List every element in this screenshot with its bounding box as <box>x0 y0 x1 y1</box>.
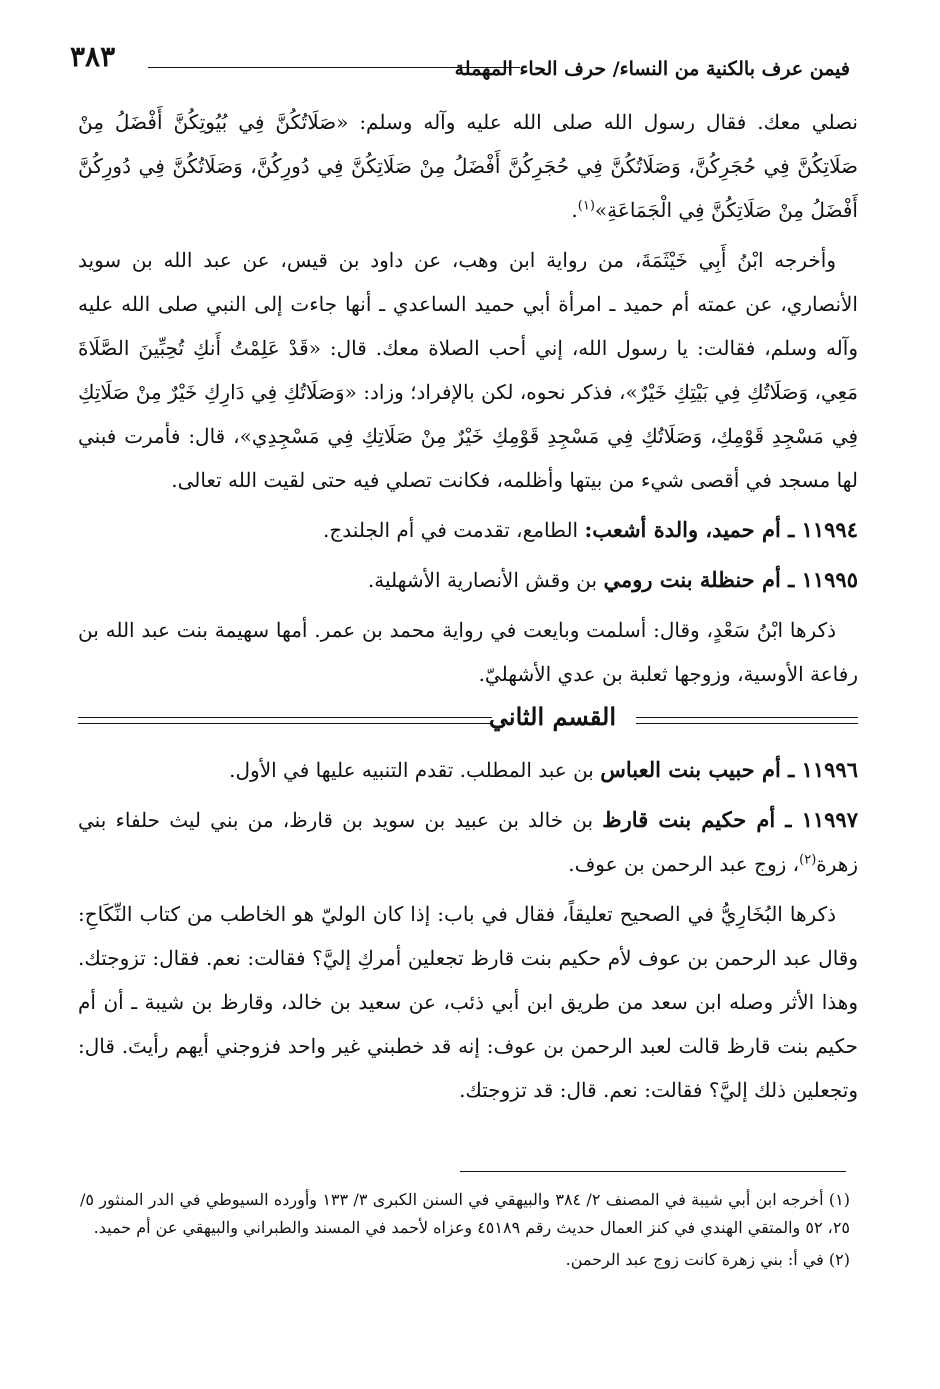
section-rule-left <box>78 717 492 724</box>
entry-11996 <box>78 748 858 792</box>
running-title: فيمن عرف بالكنية من النساء/ حرف الحاء المهملة <box>454 58 850 80</box>
paragraph-ibn-saad: ذكرها ابْنُ سَعْدٍ، وقال: أسلمت وبايعت في رواية محمد بن عمر. أمها سهيمة بنت عبد الله بن رفاعة الأوسية، وزوجها ثعلبة بن عدي الأشهليّ. <box>78 618 858 686</box>
footnotes <box>80 1186 850 1278</box>
entry-tail: ، زوج عبد الرحمن بن عوف. <box>568 852 800 876</box>
entry-heading: ١١٩٩٦ ـ أم حبيب بنت العباس <box>600 757 858 782</box>
section-divider <box>78 702 858 740</box>
entry-11994 <box>78 508 858 552</box>
entry-11997 <box>78 798 858 886</box>
footnote-rule <box>460 1171 846 1172</box>
paragraph-text: نصلي معك. فقال رسول الله صلى الله عليه وآله وسلم: «صَلَاتُكُنَّ فِي بُيُوتِكُنَّ أَفْضَلُ مِنْ صَلَاتِكُنَّ فِي حُجَرِكُنَّ، وَصَلَاتُكُنَّ فِي حُجَرِكُنَّ أَفْضَلُ مِنْ صَلَاتِكُنَّ فِي دُورِكُنَّ، وَصَلَاتُكُنَّ فِي دُورِكُنَّ أَفْضَلُ مِنْ صَلَاتِكُنَّ فِي الْجَمَاعَةِ» <box>78 110 858 222</box>
paragraph-ibn-abi-khaythama: وأخرجه ابْنُ أَبِي خَيْثَمَةَ، من رواية ابن وهب، عن داود بن قيس، عن عبد الله بن سويد الأنصاري، عن عمته أم حميد ـ امرأة أبي حميد الساعدي ـ أنها جاءت إلى النبي صلى الله عليه وآله وسلم، فقالت: يا رسول الله، إني أحب الصلاة معك. قال: «قَدْ عَلِمْتُ أَنكِ تُحِبِّينَ الصَّلَاةَ مَعِي، وَصَلَاتُكِ فِي بَيْتِكِ خَيْرٌ»، فذكر نحوه، لكن بالإفراد؛ وزاد: «وَصَلَاتُكِ فِي دَارِكِ خَيْرٌ مِنْ صَلَاتِكِ فِي مَسْجِدِ قَوْمِكِ، وَصَلَاتُكِ فِي مَسْجِدِ قَوْمِكِ خَيْرٌ مِنْ صَلَاتِكِ فِي مَسْجِدِي»، قال: فأمرت فبني لها مسجد في أقصى شيء من بيتها وأظلمه، فكانت تصلي فيه حتى لقيت الله تعالى. <box>78 248 858 492</box>
entry-text: بن عبد المطلب. تقدم التنبيه عليها في الأول. <box>229 758 601 782</box>
entry-heading: ١١٩٩٤ ـ أم حميد، والدة أشعب: <box>584 517 858 542</box>
section-rule-right <box>636 717 858 724</box>
page-number: ٣٨٣ <box>70 40 116 73</box>
entry-text: الطامع، تقدمت في أم الجلندج. <box>323 518 585 542</box>
footnote-ref-2[interactable]: (٢) <box>799 852 817 868</box>
footnote-1: (١) أخرجه ابن أبي شيبة في المصنف ٢/ ٣٨٤ والبيهقي في السنن الكبرى ٣/ ١٣٣ وأورده السيوطي في الدر المنثور ٥/ ٢٥، ٥٢ والمتقي الهندي في كنز العمال حديث رقم ٤٥١٨٩ وعزاه لأحمد في المسند والطبراني والبيهقي عن أم حميد. <box>80 1190 851 1237</box>
footnote-ref-1[interactable]: (١) <box>577 198 595 214</box>
main-text <box>78 100 858 1118</box>
footnote-2: (٢) في أ: بني زهرة كانت زوج عبد الرحمن. <box>565 1250 850 1269</box>
entry-heading: ١١٩٩٥ ـ أم حنظلة بنت رومي <box>603 567 858 592</box>
paragraph-bukhari: ذكرها البُخَارِيُّ في الصحيح تعليقاً، فقال في باب: إذا كان الوليّ هو الخاطب من كتاب النِّكَاحِ: وقال عبد الرحمن بن عوف لأم حكيم بنت قارظ تجعلين أمركِ إليَّ؟ فقالت: نعم. فقال: تزوجتك. وهذا الأثر وصله ابن سعد من طريق ابن أبي ذئب، عن سعيد بن خالد، وقارظ بن شيبة ـ أن أم حكيم بنت قارظ قالت لعبد الرحمن بن عوف: إنه قد خطبني غير واحد فزوجني أيهم رأيتَ. قال: وتجعلين ذلك إليَّ؟ فقالت: نعم. قال: قد تزوجتك. <box>78 902 858 1102</box>
paragraph-hadith-continuation <box>78 100 858 232</box>
page-header <box>70 40 850 80</box>
paragraph-tail: . <box>571 198 578 222</box>
entry-heading: ١١٩٩٧ ـ أم حكيم بنت قارظ <box>602 807 858 832</box>
entry-11995 <box>78 558 858 602</box>
entry-text: بن وقش الأنصارية الأشهلية. <box>367 568 604 592</box>
section-title: القسم الثاني <box>488 702 616 731</box>
entry-text: بن خالد بن عبيد بن سويد بن قارظ، من بني ليث حلفاء بني زهرة <box>78 808 858 876</box>
